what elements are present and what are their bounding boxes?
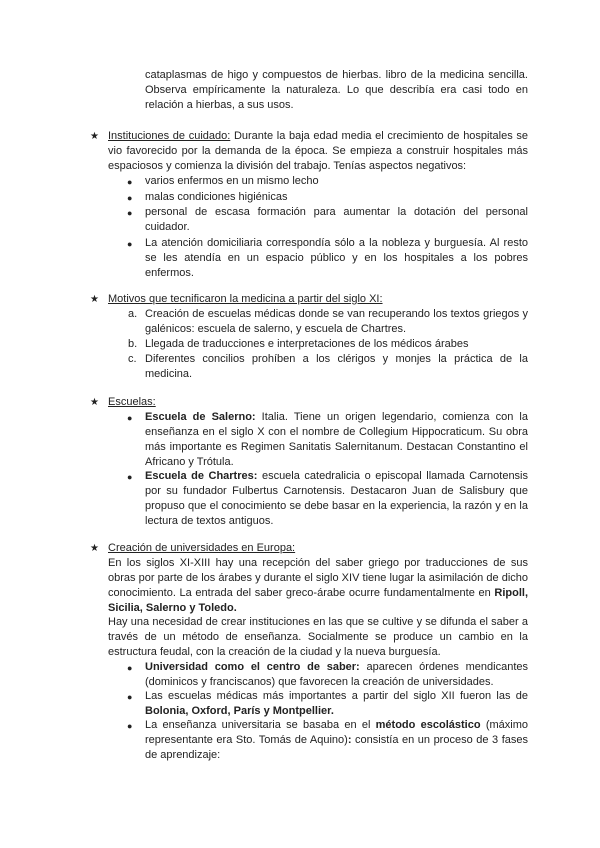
chartres-title: Escuela de Chartres: (145, 470, 258, 482)
universidades-bold-1: Ripoll, Sicilia, Salerno y Toledo. (108, 587, 528, 614)
star-icon: ★ (90, 543, 99, 554)
bullet-icon: ● (127, 208, 133, 218)
metodo-text-2: (máximo representante era Sto. Tomás de Aquino) (145, 719, 528, 746)
metodo-bold: método escolástico (375, 719, 481, 731)
instituciones-paragraph (108, 129, 528, 174)
list-item (145, 689, 528, 719)
chartres-item (145, 469, 528, 529)
list-item: varios enfermos en un mismo lecho (145, 175, 319, 187)
salerno-text: Italia. Tiene un origen legendario, comienza con la enseñanza en el siglo X con el nombre de Collegium Hippocraticum. Su obra más importante es Regimen Sanitatis Salernitanum. Destacan Constantino el Africano y Trótula. (145, 411, 528, 468)
bullet-icon: ● (127, 721, 133, 731)
bullet-icon: ● (127, 663, 133, 673)
bullet-icon: ● (127, 177, 133, 187)
star-icon: ★ (90, 131, 99, 142)
universidad-centro-title: Universidad como el centro de saber: (145, 661, 360, 673)
universidades-heading: Creación de universidades en Europa: (108, 542, 296, 554)
universidades-paragraph-1 (108, 556, 528, 616)
list-item: personal de escasa formación para aumentar la dotación del personal cuidador. (145, 206, 528, 233)
escuelas-medicas-bold: Bolonia, Oxford, París y Montpellier. (145, 705, 334, 717)
metodo-colon: : (347, 734, 352, 746)
instituciones-heading: Instituciones de cuidado: (108, 130, 231, 142)
instituciones-text: Durante la baja edad media el crecimiento de hospitales se vio favorecido por la demanda de la época. Se empieza a construir hospitales más espaciosos y comienza la división del trabajo. Tenías aspectos negativos: (108, 130, 528, 172)
metodo-text-3: consistía en un proceso de 3 fases de aprendizaje: (145, 734, 528, 761)
universidad-centro-text: aparecen órdenes mendicantes (dominicos y franciscanos) que favorecen la creación de universidades. (145, 661, 528, 688)
list-marker: a. (128, 308, 138, 320)
list-item: Creación de escuelas médicas donde se van recuperando los textos griegos y galénicos: escuela de salerno, y escuela de Chartres. (145, 308, 528, 335)
bullet-icon: ● (127, 413, 133, 423)
list-item: La atención domiciliaria correspondía sólo a la nobleza y burguesía. Al resto se les atendía en un espacio público y en los hospitales a los pobres enfermos. (145, 237, 528, 279)
motivos-heading: Motivos que tecnificaron la medicina a partir del siglo XI: (108, 293, 383, 305)
salerno-title: Escuela de Salerno: (145, 411, 256, 423)
list-marker: c. (128, 353, 137, 365)
list-item: malas condiciones higiénicas (145, 191, 288, 203)
list-item (145, 718, 528, 763)
universidades-paragraph-2: Hay una necesidad de crear instituciones en las que se cultive y se difunda el saber a través de un método de enseñanza. Socialmente se produce un cambio en la estructura feudal, con la creación de la ciudad y la nueva burguesía. (108, 616, 528, 658)
star-icon: ★ (90, 294, 99, 305)
list-item (145, 660, 528, 690)
list-item: Diferentes concilios prohíben a los clérigos y monjes la práctica de la medicina. (145, 353, 528, 380)
list-item: Llegada de traducciones e interpretaciones de los médicos árabes (145, 338, 469, 350)
bullet-icon: ● (127, 239, 133, 249)
universidades-text-1: En los siglos XI-XIII hay una recepción del saber griego por traducciones de sus obras por parte de los árabes y durante el siglo XIV tiene lugar la asimilación de dicho conocimiento. La entrada del saber greco-árabe ocurre fundamentalmente en (108, 557, 528, 599)
bullet-icon: ● (127, 692, 133, 702)
escuelas-heading: Escuelas: (108, 396, 156, 408)
escuelas-medicas-text: Las escuelas médicas más importantes a partir del siglo XII fueron las de (145, 690, 528, 702)
salerno-item (145, 410, 528, 470)
bullet-icon: ● (127, 193, 133, 203)
bullet-icon: ● (127, 472, 133, 482)
star-icon: ★ (90, 397, 99, 408)
metodo-text-1: La enseñanza universitaria se basaba en el (145, 719, 376, 731)
list-marker: b. (128, 338, 138, 350)
intro-paragraph: cataplasmas de higo y compuestos de hierbas. libro de la medicina sencilla. Observa empíricamente la naturaleza. Lo que describía era casi todo en relación a hierbas, a sus usos. (145, 69, 528, 111)
chartres-text: escuela catedralicia o episcopal llamada Carnotensis por su fundador Fulbertus Carnotensis. Destacaron Juan de Salisbury que propuso que el conocimiento se debe basar en la experiencia, la razón y en la lectura de textos antiguos. (145, 470, 529, 527)
